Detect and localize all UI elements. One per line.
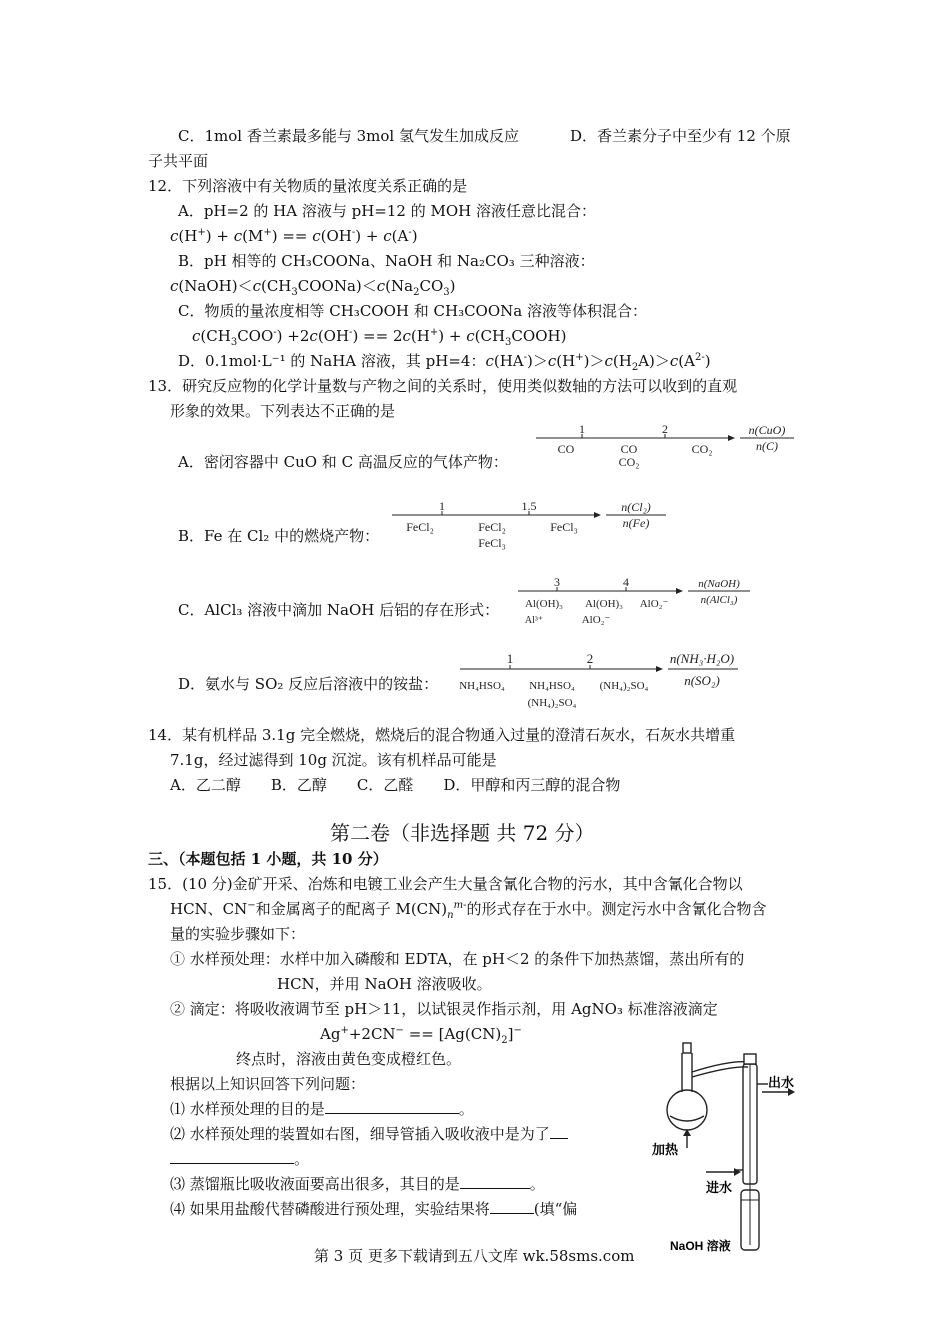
axis-b-tick-2: 1.5 [521, 499, 537, 513]
answer-blank-3[interactable] [460, 1174, 530, 1189]
q12-option-d: D．0.1mol·L⁻¹ 的 NaHA 溶液，其 pH=4：$c(HA^-)>c(H^+)>c(H_2A)>c(A^{2-})$ [178, 352, 711, 373]
thermometer-top [683, 1043, 691, 1053]
axis-c-region-2a: Al(OH)₃ [584, 598, 624, 610]
q13-option-d: D．氨水与 SO₂ 反应后溶液中的铵盐： [178, 675, 439, 693]
q15-stem-1: 15．(10 分)金矿开采、冶炼和电镀工业会产生大量含氰化合物的污水，其中含氰化合物以 [148, 875, 743, 893]
distillation-flask [667, 1090, 707, 1130]
q15-step-2: ② 滴定：将吸收液调节至 pH＞11，以试银灵作指示剂，用 AgNO₃ 标准溶液滴定 [170, 1000, 718, 1018]
q12-stem: 12．下列溶液中有关物质的量浓度关系正确的是 [148, 177, 468, 195]
axis-d-den: n(SO₂) [684, 673, 720, 688]
section3-heading: 三、（本题包括 1 小题，共 10 分） [148, 850, 388, 868]
q14-options: A．乙二醇 B．乙醇 C．乙醛 D．甲醇和丙三醇的混合物 [170, 776, 621, 794]
axis-a-arrow [728, 435, 735, 441]
axis-a-tick-1: 1 [579, 422, 585, 436]
axis-d-region-1: NH₄HSO₄ [459, 680, 505, 692]
q13-option-c: C．AlCl₃ 溶液中滴加 NaOH 后铝的存在形式： [178, 601, 500, 619]
axis-b-region-2a: FeCl₂ [478, 520, 506, 534]
q12-option-b-eq: $c(NaOH)<c(CH_3COONa)<c(Na_2CO_3)$ [170, 277, 456, 298]
q15-step-1b: HCN，并用 NaOH 溶液吸收。 [277, 975, 492, 993]
q15-sub-3: ⑶ 蒸馏瓶比吸收液面要高出很多，其目的是 。 [170, 1175, 545, 1193]
axis-d-region-2b: (NH₄)₂SO₄ [527, 697, 577, 709]
axis-d-num: n(NH₃·H₂O) [669, 651, 735, 666]
axis-b-den: n(Fe) [622, 516, 650, 530]
q12-option-c-eq: $c(CH_3COO^-) +2c(OH^-) == 2c(H^+)$ + $c(CH_3COOH)$ [192, 327, 567, 348]
heat-label: 加热 [652, 1142, 679, 1157]
axis-b-diagram [388, 497, 678, 551]
page-footer: 第 3 页 更多下载请到五八文库 wk.58sms.com [314, 1247, 635, 1265]
q13-option-a: A．密闭容器中 CuO 和 C 高温反应的气体产物： [178, 453, 508, 471]
q13-option-b: B．Fe 在 Cl₂ 中的燃烧产物： [178, 527, 380, 545]
axis-c-den: n(AlCl₃) [700, 594, 738, 606]
q15-sub-4: ⑷ 如果用盐酸代替磷酸进行预处理，实验结果将 (填“偏 [170, 1200, 578, 1218]
q15-stem-2: HCN、CN−和金属离子的配离子 $M(CN)_n^{m-}$的形式存在于水中。测定污水中含氰化合物含 [170, 900, 767, 921]
q12-option-b: B．pH 相等的 CH₃COONa、NaOH 和 Na₂CO₃ 三种溶液： [178, 252, 595, 270]
axis-b-region-1: FeCl₂ [406, 520, 434, 534]
q15-equation: $Ag^++2CN^- == [Ag(CN)_2]^-$ [320, 1025, 522, 1046]
q15-sub-2: ⑵ 水样预处理的装置如右图，细导管插入吸收液中是为了 [170, 1124, 568, 1144]
in-water-arrow-icon [734, 1168, 741, 1176]
axis-a-region-3: CO₂ [691, 442, 713, 456]
q11-option-c: C．1mol 香兰素最多能与 3mol 氢气发生加成反应 [178, 127, 519, 145]
q15-sub-2-cont: 。 [170, 1149, 309, 1169]
q15-endpoint: 终点时，溶液由黄色变成橙红色。 [236, 1050, 462, 1068]
axis-c-region-1a: Al(OH)₃ [524, 598, 564, 610]
axis-a-region-2a: CO [620, 442, 638, 456]
answer-blank-2b[interactable] [170, 1149, 294, 1164]
axis-d-region-2a: NH₄HSO₄ [529, 680, 575, 692]
axis-b-region-2b: FeCl₃ [478, 536, 506, 550]
answer-blank-4[interactable] [490, 1199, 534, 1214]
axis-c-tick-2: 4 [623, 575, 629, 589]
naoh-solution-label: NaOH 溶液 [670, 1239, 731, 1253]
answer-blank-1[interactable] [325, 1099, 459, 1114]
axis-c-num: n(NaOH) [698, 578, 740, 590]
axis-a-region-1: CO [557, 442, 575, 456]
q11-option-d-cont: 子共平面 [148, 152, 209, 170]
q15-intro: 根据以上知识回答下列问题： [170, 1075, 366, 1093]
q12-option-c: C．物质的量浓度相等 CH₃COOH 和 CH₃COONa 溶液等体积混合： [178, 302, 647, 320]
axis-c-region-3: AlO₂⁻ [639, 598, 669, 610]
in-water-label: 进水 [706, 1180, 733, 1195]
axis-a-num: n(CuO) [748, 423, 786, 437]
q15-sub-1: ⑴ 水样预处理的目的是 。 [170, 1100, 474, 1118]
out-water-label: 出水 [768, 1075, 795, 1090]
axis-c-diagram [514, 573, 764, 629]
q11-option-d: D．香兰素分子中至少有 12 个原 [570, 127, 791, 145]
q14-stem-2: 7.1g，经过滤得到 10g 沉淀。该有机样品可能是 [170, 751, 497, 769]
part2-title: 第二卷（非选择题 共 72 分） [330, 821, 595, 845]
q15-stem-3: 量的实验步骤如下： [170, 925, 306, 943]
axis-b-num: n(Cl₂) [621, 500, 651, 514]
axis-d-tick-2: 2 [586, 651, 594, 666]
q12-option-a-eq: c(H+) + c(M+) == c(OH-) + c(A-) [170, 227, 418, 245]
axis-a-den: n(C) [756, 439, 778, 453]
answer-blank-2a[interactable] [550, 1124, 568, 1139]
axis-d-region-3: (NH₄)₂SO₄ [599, 680, 649, 692]
axis-c-region-1b: Al³⁺ [524, 615, 544, 626]
axis-c-region-2b: AlO₂⁻ [581, 614, 611, 626]
axis-b-region-3: FeCl₃ [550, 520, 578, 534]
axis-c-tick-1: 3 [554, 575, 560, 589]
q13-stem-2: 形象的效果。下列表达不正确的是 [170, 402, 396, 420]
q12-option-a: A．pH=2 的 HA 溶液与 pH=12 的 MOH 溶液任意比混合： [178, 202, 596, 220]
axis-d-diagram [456, 648, 756, 710]
axis-a-tick-2: 2 [662, 422, 668, 436]
q14-stem-1: 14．某有机样品 3.1g 完全燃烧，燃烧后的混合物通入过量的澄清石灰水，石灰水共增重 [148, 726, 736, 744]
axis-a-diagram [532, 420, 802, 470]
q13-stem-1: 13．研究反应物的化学计量数与产物之间的关系时，使用类似数轴的方法可以收到的直观 [148, 377, 738, 395]
axis-b-tick-1: 1 [439, 499, 445, 513]
axis-d-tick-1: 1 [506, 651, 514, 666]
axis-a-region-2b: CO₂ [618, 455, 640, 469]
distillation-apparatus-figure [640, 1040, 820, 1265]
q15-step-1: ① 水样预处理：水样中加入磷酸和 EDTA，在 pH＜2 的条件下加热蒸馏，蒸出所有的 [170, 950, 745, 968]
